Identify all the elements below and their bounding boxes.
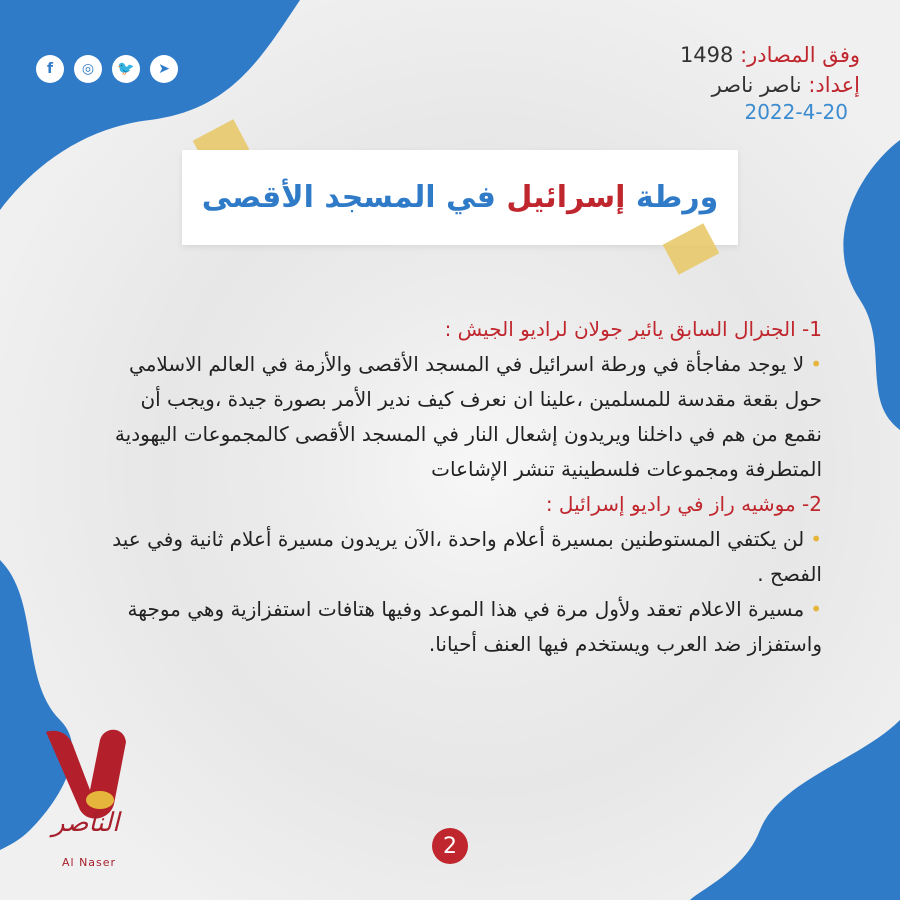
facebook-icon[interactable]: f [36, 55, 64, 83]
date: 2022-4-20 [744, 100, 848, 124]
logo [38, 720, 148, 880]
title-part1: ورطة [635, 180, 719, 215]
bullet-item-3 [110, 592, 822, 662]
title-part3: في المسجد الأقصى [201, 180, 496, 215]
page-title [202, 180, 719, 215]
instagram-icon[interactable]: ◎ [74, 55, 102, 83]
bullet-icon: • [810, 527, 822, 551]
author-line [680, 70, 860, 100]
article-body [110, 312, 822, 662]
bullet-icon: • [810, 597, 822, 621]
bullet-text-2: لن يكتفي المستوطنين بمسيرة أعلام واحدة ،الآن يريدون مسيرة أعلام ثانية وفي عيد الفصح . [112, 527, 822, 586]
bullet-item-2 [110, 522, 822, 592]
page-number: 2 [432, 828, 468, 864]
bullet-text-3: مسيرة الاعلام تعقد ولأول مرة في هذا الموعد وفيها هتافات استفزازية وهي موجهة واستفزاز ضد العرب ويستخدم فيها العنف أحيانا. [127, 597, 822, 656]
bullet-text-1: لا يوجد مفاجأة في ورطة اسرائيل في المسجد الأقصى والأزمة في العالم الاسلامي حول بقعة مقدسة للمسلمين ،علينا ان نعرف كيف ندير الأمر بصورة جيدة ،ويجب أن نقمع من هم في داخلنا ويريدون إشعال النار في المسجد الأقصى كالمجموعات اليهودية المتطرفة ومجموعات فلسطينية تنشر الإشاعات [114, 352, 822, 481]
sources-value: 1498 [679, 43, 734, 67]
twitter-icon[interactable]: 🐦 [112, 55, 140, 83]
heading-1: 1- الجنرال السابق يائير جولان لراديو الجيش : [444, 317, 822, 341]
logo-arabic: الناصر [52, 808, 120, 838]
sources-line [680, 40, 860, 70]
heading-2: 2- موشيه راز في راديو إسرائيل : [545, 492, 822, 516]
social-icons [36, 55, 178, 83]
author-value: ناصر ناصر [711, 73, 802, 97]
title-part2: إسرائيل [506, 180, 626, 215]
sources-label: وفق المصادر: [740, 43, 860, 67]
telegram-icon[interactable]: ➤ [150, 55, 178, 83]
author-label: إعداد: [808, 73, 860, 97]
bullet-icon: • [810, 352, 822, 376]
meta-info [680, 40, 860, 124]
title-box [182, 150, 738, 245]
logo-latin: Al Naser [62, 856, 117, 869]
bullet-item-1 [110, 347, 822, 487]
